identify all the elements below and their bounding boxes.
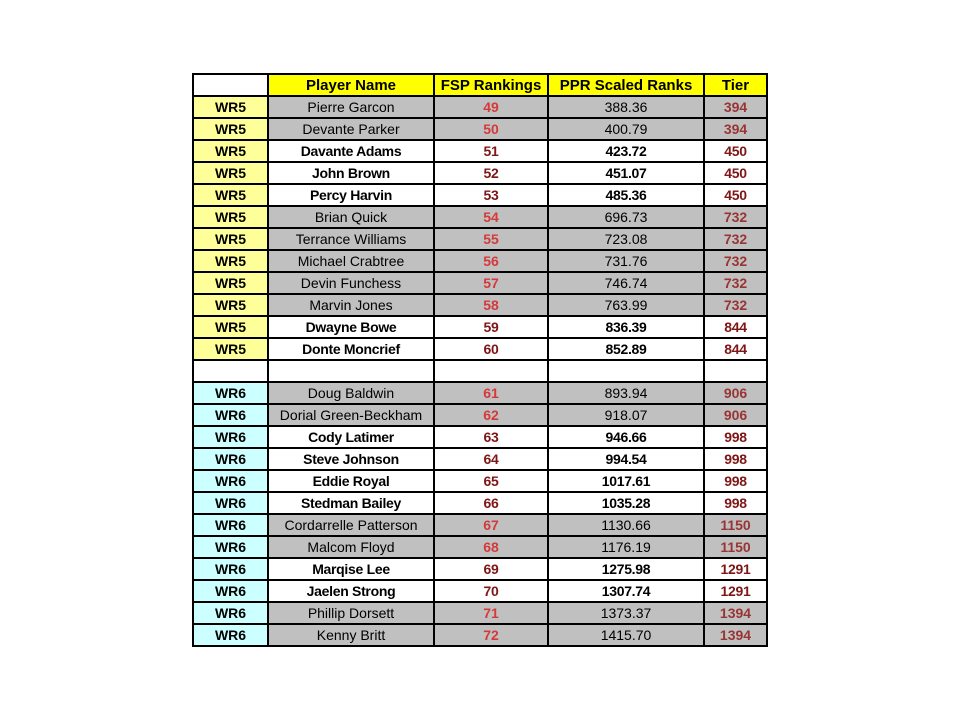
tier-value-cell: 394	[704, 96, 767, 118]
position-tier-cell: WR6	[193, 404, 268, 426]
wr-rankings-table	[192, 73, 768, 647]
player-name-cell: Cody Latimer	[268, 426, 434, 448]
position-tier-cell: WR6	[193, 470, 268, 492]
ppr-scaled-rank-cell: 1307.74	[548, 580, 704, 602]
corner-cell	[193, 74, 268, 96]
player-name-cell: Malcom Floyd	[268, 536, 434, 558]
player-name-cell: Eddie Royal	[268, 470, 434, 492]
fsp-ranking-cell: 59	[434, 316, 548, 338]
fsp-ranking-cell: 49	[434, 96, 548, 118]
player-name-cell: Devin Funchess	[268, 272, 434, 294]
table-row	[193, 316, 767, 338]
ppr-scaled-rank-cell: 1176.19	[548, 536, 704, 558]
fsp-ranking-cell: 64	[434, 448, 548, 470]
fsp-ranking-cell: 66	[434, 492, 548, 514]
fsp-ranking-cell	[434, 360, 548, 382]
tier-value-cell	[704, 360, 767, 382]
tier-value-cell: 732	[704, 272, 767, 294]
ppr-scaled-rank-cell: 723.08	[548, 228, 704, 250]
table-row	[193, 272, 767, 294]
tier-value-cell: 906	[704, 382, 767, 404]
tier-value-cell: 1150	[704, 514, 767, 536]
position-tier-cell: WR5	[193, 228, 268, 250]
position-tier-cell: WR5	[193, 184, 268, 206]
column-header-ppr-scaled-ranks: PPR Scaled Ranks	[548, 74, 704, 96]
table-row	[193, 96, 767, 118]
ppr-scaled-rank-cell: 1275.98	[548, 558, 704, 580]
player-name-cell: Stedman Bailey	[268, 492, 434, 514]
tier-value-cell: 844	[704, 338, 767, 360]
position-tier-cell: WR5	[193, 96, 268, 118]
table-row	[193, 536, 767, 558]
player-name-cell: Doug Baldwin	[268, 382, 434, 404]
position-tier-cell: WR6	[193, 558, 268, 580]
ppr-scaled-rank-cell: 1373.37	[548, 602, 704, 624]
column-header-fsp-rankings: FSP Rankings	[434, 74, 548, 96]
tier-value-cell: 998	[704, 492, 767, 514]
fsp-ranking-cell: 60	[434, 338, 548, 360]
ppr-scaled-rank-cell: 994.54	[548, 448, 704, 470]
player-name-cell: Marqise Lee	[268, 558, 434, 580]
tier-value-cell: 1291	[704, 580, 767, 602]
player-name-cell: Michael Crabtree	[268, 250, 434, 272]
tier-value-cell: 450	[704, 140, 767, 162]
player-name-cell: Dorial Green-Beckham	[268, 404, 434, 426]
ppr-scaled-rank-cell: 763.99	[548, 294, 704, 316]
ppr-scaled-rank-cell: 946.66	[548, 426, 704, 448]
separator-row	[193, 360, 767, 382]
table-row	[193, 206, 767, 228]
fsp-ranking-cell: 63	[434, 426, 548, 448]
ppr-scaled-rank-cell: 893.94	[548, 382, 704, 404]
ppr-scaled-rank-cell: 451.07	[548, 162, 704, 184]
position-tier-cell: WR6	[193, 624, 268, 646]
fsp-ranking-cell: 68	[434, 536, 548, 558]
player-name-cell: Jaelen Strong	[268, 580, 434, 602]
table-row	[193, 184, 767, 206]
position-tier-cell: WR6	[193, 492, 268, 514]
ppr-scaled-rank-cell	[548, 360, 704, 382]
fsp-ranking-cell: 58	[434, 294, 548, 316]
fsp-ranking-cell: 51	[434, 140, 548, 162]
tier-value-cell: 998	[704, 470, 767, 492]
spreadsheet-region	[192, 73, 768, 647]
position-tier-cell: WR6	[193, 580, 268, 602]
player-name-cell: Cordarrelle Patterson	[268, 514, 434, 536]
ppr-scaled-rank-cell: 1017.61	[548, 470, 704, 492]
tier-value-cell: 450	[704, 184, 767, 206]
tier-value-cell: 732	[704, 250, 767, 272]
table-row	[193, 470, 767, 492]
ppr-scaled-rank-cell: 1130.66	[548, 514, 704, 536]
position-tier-cell: WR5	[193, 338, 268, 360]
player-name-cell	[268, 360, 434, 382]
fsp-ranking-cell: 50	[434, 118, 548, 140]
tier-value-cell: 1150	[704, 536, 767, 558]
tier-value-cell: 906	[704, 404, 767, 426]
player-name-cell: Devante Parker	[268, 118, 434, 140]
tier-value-cell: 1291	[704, 558, 767, 580]
fsp-ranking-cell: 71	[434, 602, 548, 624]
player-name-cell: Marvin Jones	[268, 294, 434, 316]
column-header-tier: Tier	[704, 74, 767, 96]
position-tier-cell: WR6	[193, 602, 268, 624]
player-name-cell: Dwayne Bowe	[268, 316, 434, 338]
position-tier-cell: WR6	[193, 426, 268, 448]
tier-value-cell: 844	[704, 316, 767, 338]
ppr-scaled-rank-cell: 1415.70	[548, 624, 704, 646]
tier-value-cell: 1394	[704, 624, 767, 646]
ppr-scaled-rank-cell: 1035.28	[548, 492, 704, 514]
fsp-ranking-cell: 52	[434, 162, 548, 184]
player-name-cell: John Brown	[268, 162, 434, 184]
ppr-scaled-rank-cell: 388.36	[548, 96, 704, 118]
tier-value-cell: 394	[704, 118, 767, 140]
position-tier-cell: WR5	[193, 294, 268, 316]
player-name-cell: Davante Adams	[268, 140, 434, 162]
ppr-scaled-rank-cell: 400.79	[548, 118, 704, 140]
fsp-ranking-cell: 62	[434, 404, 548, 426]
position-tier-cell: WR5	[193, 250, 268, 272]
position-tier-cell: WR5	[193, 140, 268, 162]
ppr-scaled-rank-cell: 485.36	[548, 184, 704, 206]
fsp-ranking-cell: 70	[434, 580, 548, 602]
table-row	[193, 602, 767, 624]
header-row	[193, 74, 767, 96]
table-row	[193, 580, 767, 602]
player-name-cell: Kenny Britt	[268, 624, 434, 646]
table-row	[193, 118, 767, 140]
player-name-cell: Donte Moncrief	[268, 338, 434, 360]
position-tier-cell: WR6	[193, 514, 268, 536]
table-row	[193, 228, 767, 250]
tier-value-cell: 1394	[704, 602, 767, 624]
table-row	[193, 382, 767, 404]
position-tier-cell: WR5	[193, 316, 268, 338]
table-row	[193, 140, 767, 162]
position-tier-cell	[193, 360, 268, 382]
fsp-ranking-cell: 53	[434, 184, 548, 206]
ppr-scaled-rank-cell: 696.73	[548, 206, 704, 228]
player-name-cell: Steve Johnson	[268, 448, 434, 470]
position-tier-cell: WR6	[193, 382, 268, 404]
table-row	[193, 162, 767, 184]
table-row	[193, 448, 767, 470]
table-row	[193, 294, 767, 316]
fsp-ranking-cell: 56	[434, 250, 548, 272]
ppr-scaled-rank-cell: 836.39	[548, 316, 704, 338]
ppr-scaled-rank-cell: 731.76	[548, 250, 704, 272]
table-row	[193, 250, 767, 272]
table-row	[193, 558, 767, 580]
player-name-cell: Phillip Dorsett	[268, 602, 434, 624]
fsp-ranking-cell: 67	[434, 514, 548, 536]
position-tier-cell: WR5	[193, 206, 268, 228]
player-name-cell: Percy Harvin	[268, 184, 434, 206]
fsp-ranking-cell: 61	[434, 382, 548, 404]
position-tier-cell: WR5	[193, 118, 268, 140]
table-row	[193, 338, 767, 360]
fsp-ranking-cell: 72	[434, 624, 548, 646]
ppr-scaled-rank-cell: 852.89	[548, 338, 704, 360]
ppr-scaled-rank-cell: 746.74	[548, 272, 704, 294]
table-row	[193, 624, 767, 646]
tier-value-cell: 998	[704, 448, 767, 470]
table-row	[193, 404, 767, 426]
position-tier-cell: WR5	[193, 162, 268, 184]
tier-value-cell: 732	[704, 206, 767, 228]
fsp-ranking-cell: 69	[434, 558, 548, 580]
position-tier-cell: WR5	[193, 272, 268, 294]
fsp-ranking-cell: 55	[434, 228, 548, 250]
fsp-ranking-cell: 54	[434, 206, 548, 228]
fsp-ranking-cell: 65	[434, 470, 548, 492]
tier-value-cell: 998	[704, 426, 767, 448]
player-name-cell: Brian Quick	[268, 206, 434, 228]
tier-value-cell: 450	[704, 162, 767, 184]
tier-value-cell: 732	[704, 294, 767, 316]
position-tier-cell: WR6	[193, 448, 268, 470]
ppr-scaled-rank-cell: 918.07	[548, 404, 704, 426]
position-tier-cell: WR6	[193, 536, 268, 558]
table-row	[193, 514, 767, 536]
tier-value-cell: 732	[704, 228, 767, 250]
ppr-scaled-rank-cell: 423.72	[548, 140, 704, 162]
player-name-cell: Terrance Williams	[268, 228, 434, 250]
fsp-ranking-cell: 57	[434, 272, 548, 294]
column-header-player-name: Player Name	[268, 74, 434, 96]
table-row	[193, 426, 767, 448]
player-name-cell: Pierre Garcon	[268, 96, 434, 118]
table-row	[193, 492, 767, 514]
